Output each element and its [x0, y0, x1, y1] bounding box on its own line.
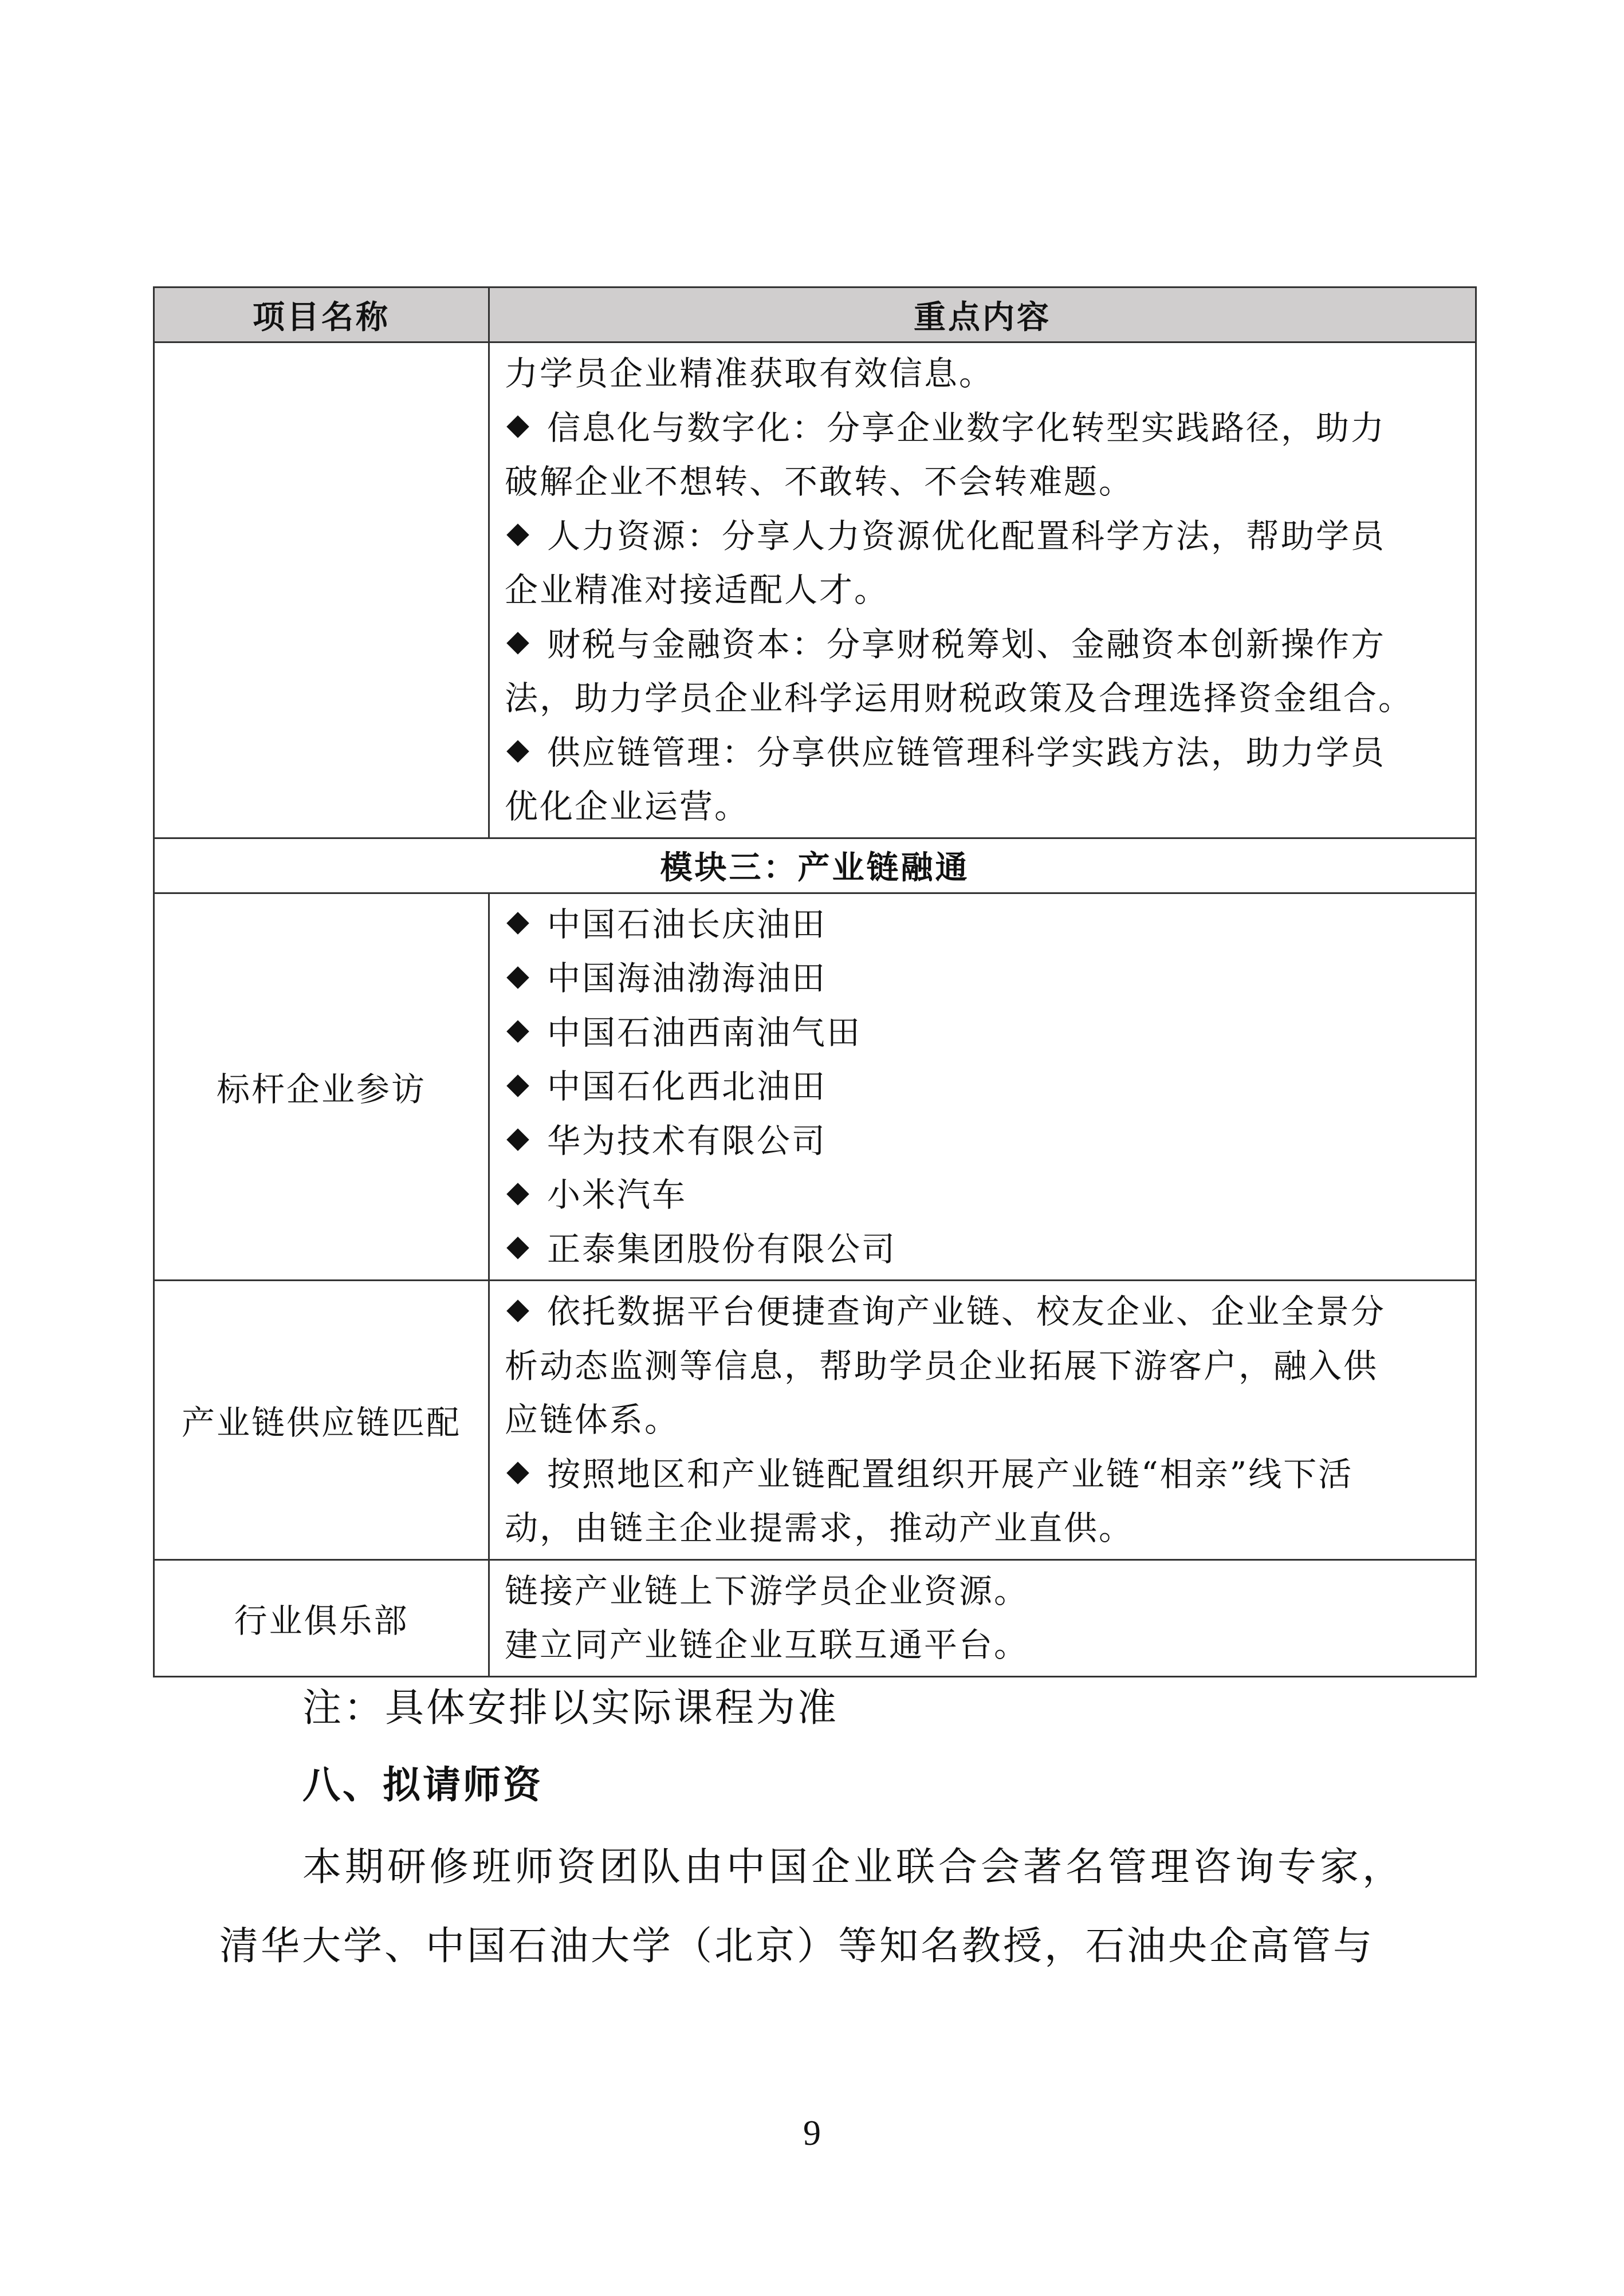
text-line	[505, 1618, 1465, 1672]
header-project-name: 项目名称	[154, 288, 489, 342]
content-cell	[489, 1559, 1476, 1676]
text-line	[505, 1564, 1465, 1618]
diamond-bullet-icon	[505, 1460, 531, 1486]
table-row-continued	[154, 342, 1476, 838]
bullet-item	[505, 897, 1465, 952]
project-name-cell	[154, 342, 489, 838]
bullet-item	[505, 617, 1465, 672]
diamond-bullet-icon	[505, 910, 531, 936]
line-text: 应链体系。	[505, 1400, 680, 1439]
table-row	[154, 1281, 1476, 1560]
line-text: 财税与金融资本：分享财税筹划、金融资本创新操作方	[547, 624, 1386, 664]
line-text: 破解企业不想转、不敢转、不会转难题。	[505, 462, 1134, 501]
content-cell	[489, 1281, 1476, 1560]
project-name-cell: 标杆企业参访	[154, 893, 489, 1281]
paragraph-line: 清华大学、中国石油大学（北京）等知名教授，石油央企高管与	[219, 1924, 1375, 1969]
diamond-bullet-icon	[505, 522, 531, 548]
text-line	[505, 455, 1465, 509]
line-text: 中国石化西北油田	[547, 1067, 827, 1106]
line-text: 析动态监测等信息，帮助学员企业拓展下游客户，融入供	[505, 1346, 1379, 1385]
bullet-item	[505, 1222, 1465, 1277]
bullet-item	[505, 1285, 1465, 1339]
section-heading: 八、拟请师资	[302, 1763, 543, 1807]
header-key-content: 重点内容	[489, 288, 1476, 342]
table-row	[154, 893, 1476, 1281]
line-text: 华为技术有限公司	[547, 1121, 827, 1160]
line-text: 建立同产业链企业互联互通平台。	[505, 1625, 1029, 1664]
bullet-item	[505, 1447, 1465, 1502]
line-text: 小米汽车	[547, 1175, 687, 1214]
line-text: 优化企业运营。	[505, 787, 750, 826]
diamond-bullet-icon	[505, 1235, 531, 1261]
page-number: 9	[803, 2114, 821, 2153]
line-text: 企业精准对接适配人才。	[505, 570, 890, 609]
note-text: 注：具体安排以实际课程为准	[302, 1685, 839, 1731]
diamond-bullet-icon	[505, 1018, 531, 1045]
diamond-bullet-icon	[505, 413, 531, 440]
diamond-bullet-icon	[505, 1181, 531, 1207]
diamond-bullet-icon	[505, 630, 531, 656]
line-text: 人力资源：分享人力资源优化配置科学方法，帮助学员	[547, 516, 1386, 556]
text-line	[505, 779, 1465, 834]
line-text: 依托数据平台便捷查询产业链、校友企业、企业全景分	[547, 1292, 1386, 1331]
line-text: 供应链管理：分享供应链管理科学实践方法，助力学员	[547, 732, 1386, 772]
bullet-item	[505, 1114, 1465, 1168]
project-name-cell: 行业俱乐部	[154, 1559, 489, 1676]
line-text: 信息化与数字化：分享企业数字化转型实践路径，助力	[547, 408, 1386, 447]
bullet-item	[505, 1060, 1465, 1114]
line-text: 正泰集团股份有限公司	[547, 1229, 897, 1269]
text-line	[505, 1501, 1465, 1555]
module-title: 模块三：产业链融通	[154, 838, 1476, 893]
bullet-item	[505, 401, 1465, 455]
bullet-item	[505, 1168, 1465, 1222]
bullet-item	[505, 1006, 1465, 1060]
table-row	[154, 1559, 1476, 1676]
text-line	[505, 563, 1465, 617]
diamond-bullet-icon	[505, 738, 531, 765]
line-text: 中国石油西南油气田	[547, 1013, 862, 1052]
module-title-row	[154, 838, 1476, 893]
line-text: 按照地区和产业链配置组织开展产业链“相亲”线下活	[547, 1454, 1354, 1494]
text-line	[505, 346, 1465, 401]
line-text: 链接产业链上下游学员企业资源。	[505, 1571, 1029, 1610]
text-line	[505, 671, 1465, 726]
diamond-bullet-icon	[505, 1298, 531, 1324]
paragraph-line: 本期研修班师资团队由中国企业联合会著名管理咨询专家，	[302, 1845, 1405, 1890]
diamond-bullet-icon	[505, 964, 531, 991]
line-text: 力学员企业精准获取有效信息。	[505, 354, 994, 393]
diamond-bullet-icon	[505, 1127, 531, 1153]
project-name-cell: 产业链供应链匹配	[154, 1281, 489, 1560]
bullet-item	[505, 951, 1465, 1006]
table-header-row	[154, 288, 1476, 342]
bullet-item	[505, 726, 1465, 780]
line-text: 法，助力学员企业科学运用财税政策及合理选择资金组合。	[505, 679, 1414, 718]
text-line	[505, 1339, 1465, 1393]
bullet-item	[505, 509, 1465, 564]
line-text: 动，由链主企业提需求，推动产业直供。	[505, 1509, 1134, 1547]
line-text: 中国海油渤海油田	[547, 959, 827, 998]
course-content-table	[153, 286, 1477, 1677]
content-cell	[489, 342, 1476, 838]
line-text: 中国石油长庆油田	[547, 904, 827, 944]
text-line	[505, 1393, 1465, 1447]
content-cell	[489, 893, 1476, 1281]
diamond-bullet-icon	[505, 1073, 531, 1099]
